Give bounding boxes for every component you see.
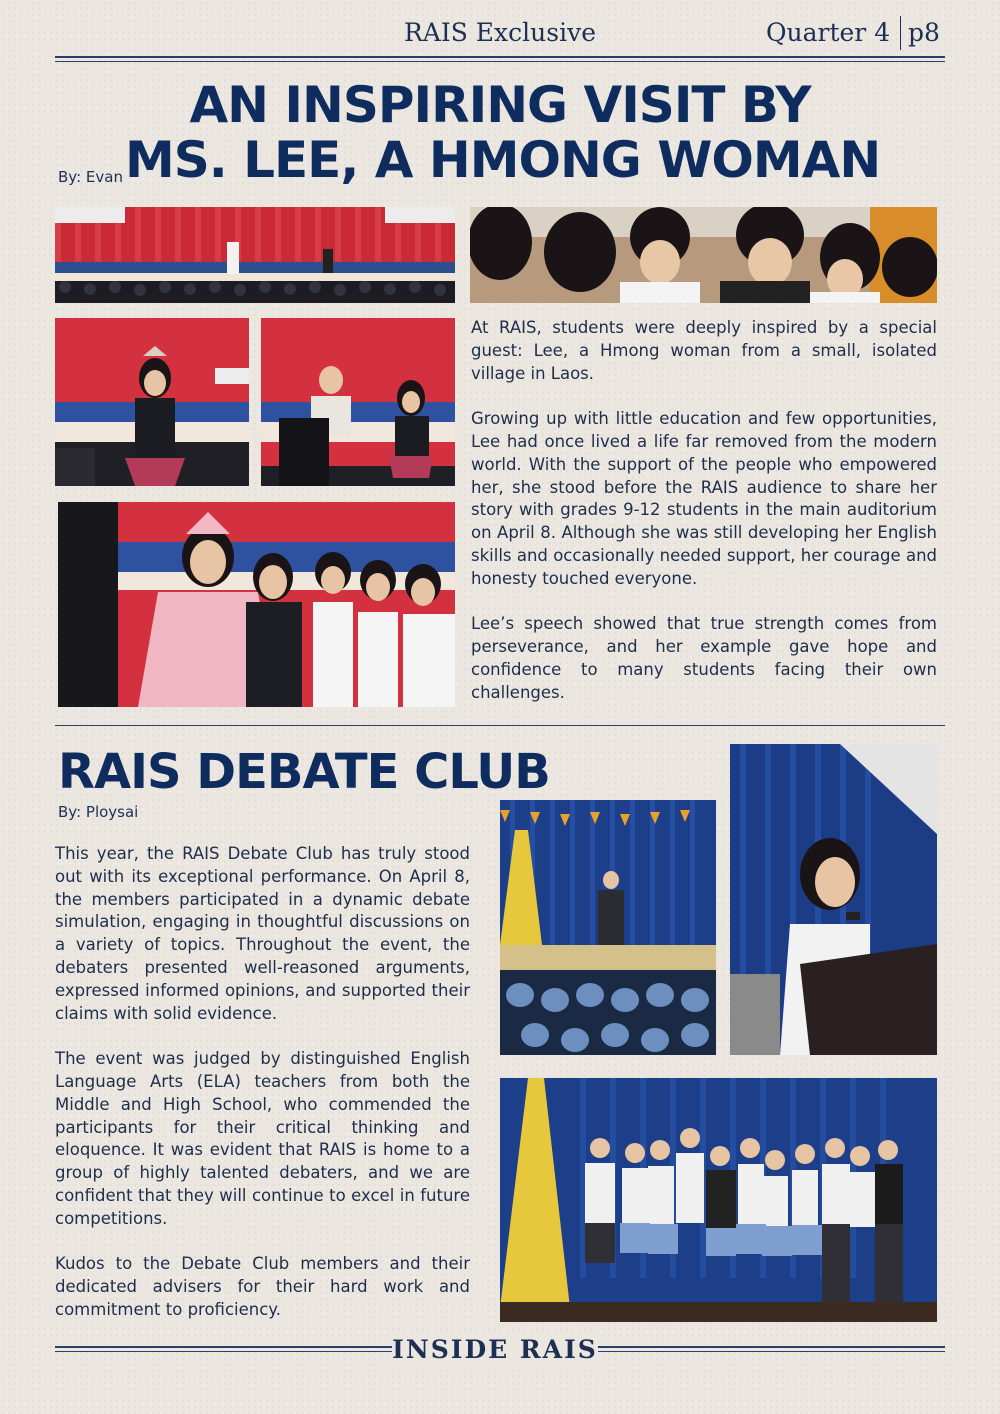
article1-paragraph: At RAIS, students were deeply inspired by a special guest: Lee, a Hmong woman from a small, isolated village in Laos. xyxy=(471,318,937,383)
section-title: RAIS Exclusive xyxy=(403,18,597,47)
article1-headline-line2: MS. LEE, A HMONG WOMAN xyxy=(125,131,881,189)
header-rule-bottom xyxy=(55,61,945,62)
footer-label: INSIDE RAIS xyxy=(392,1330,598,1370)
article2-paragraph: Kudos to the Debate Club members and their dedicated advisers for their hard work and commitment to proficiency. xyxy=(55,1254,470,1319)
article2-paragraph: This year, the RAIS Debate Club has truly stood out with its exceptional performance. On April 8, the members participated in a dynamic debate simulation, engaging in thoughtful discussions on a variety of topics. Throughout the event, the debaters presented well-reasoned arguments, expressed informed opinions, and supported their claims with solid evidence. xyxy=(55,844,470,1023)
header-rule-top xyxy=(55,56,945,58)
page-number: p8 xyxy=(908,18,940,47)
photo-students-closeup xyxy=(470,207,937,303)
article2-paragraph: The event was judged by distinguished English Language Arts (ELA) teachers from both the Middle and High School, who commended the participants for their critical thinking and eloquence. It was evident that RAIS is home to a group of highly talented debaters, and we are confident that they will continue to excel in future competitions. xyxy=(55,1049,470,1228)
photo-lee-with-students xyxy=(58,502,455,707)
article2-headline: RAIS DEBATE CLUB xyxy=(58,744,550,800)
photo-speaker-and-lee xyxy=(261,318,455,486)
photo-debater-microphone xyxy=(730,744,937,1055)
quarter-label: Quarter 4 xyxy=(766,18,891,47)
section-divider xyxy=(55,725,945,726)
header-divider xyxy=(900,16,901,50)
photo-debate-stage xyxy=(500,800,716,1055)
article1-paragraph: Lee’s speech showed that true strength comes from perseverance, and her example gave hope and confidence to many students facing their own challenges. xyxy=(471,614,937,702)
article1-body xyxy=(471,317,937,727)
photo-auditorium-wide xyxy=(55,207,455,303)
photo-lee-speaking xyxy=(55,318,249,486)
photo-debate-group xyxy=(500,1078,937,1322)
article2-byline: By: Ploysai xyxy=(58,803,139,821)
article1-byline: By: Evan xyxy=(58,168,123,186)
article1-paragraph: Growing up with little education and few opportunities, Lee had once lived a life far removed from the modern world. With the support of the people who empowered her, she stood before the RAIS audience to share her story with grades 9-12 students in the main auditorium on April 8. Although she was still developing her English skills and occasionally needed support, her courage and honesty touched everyone. xyxy=(471,409,937,588)
article1-headline-line1: AN INSPIRING VISIT BY xyxy=(189,76,811,134)
article2-body xyxy=(55,843,470,1345)
